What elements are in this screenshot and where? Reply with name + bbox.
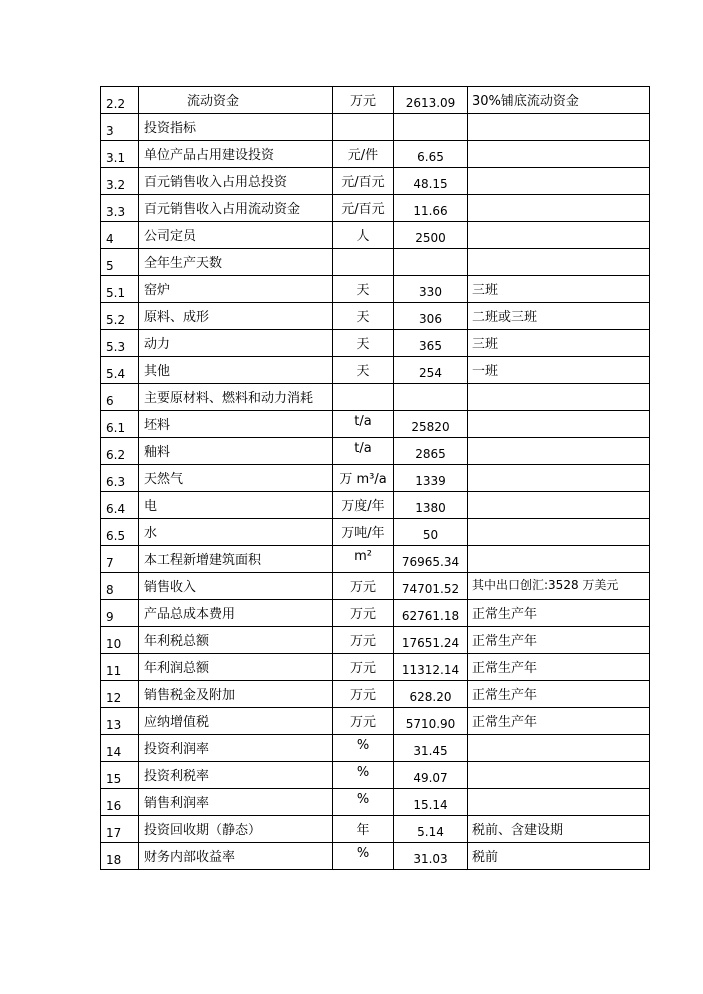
table-row: [101, 357, 650, 384]
table-row: [101, 681, 650, 708]
row-number-cell: 15: [101, 762, 139, 789]
unit-cell: 万元: [333, 627, 394, 654]
unit-cell: t/a: [333, 438, 394, 465]
value-cell: 62761.18: [394, 600, 468, 627]
table-row: [101, 735, 650, 762]
unit-cell: [333, 249, 394, 276]
item-name-cell: 销售收入: [139, 573, 333, 600]
unit-cell: 元/百元: [333, 168, 394, 195]
unit-cell: 年: [333, 816, 394, 843]
unit-cell: 万元: [333, 87, 394, 114]
row-number-cell: 3.3: [101, 195, 139, 222]
unit-cell: %: [333, 735, 394, 762]
note-cell: 税前: [468, 843, 650, 870]
note-cell: [468, 114, 650, 141]
value-cell: 31.03: [394, 843, 468, 870]
row-number-cell: 6: [101, 384, 139, 411]
note-cell: 正常生产年: [468, 654, 650, 681]
value-cell: 330: [394, 276, 468, 303]
row-number-cell: 6.3: [101, 465, 139, 492]
note-cell: [468, 492, 650, 519]
value-cell: 48.15: [394, 168, 468, 195]
note-cell: [468, 735, 650, 762]
value-cell: [394, 384, 468, 411]
unit-cell: 天: [333, 357, 394, 384]
item-name-cell: 水: [139, 519, 333, 546]
value-cell: 2500: [394, 222, 468, 249]
unit-cell: m²: [333, 546, 394, 573]
row-number-cell: 6.1: [101, 411, 139, 438]
table-row: [101, 222, 650, 249]
unit-cell: 万元: [333, 654, 394, 681]
item-name-cell: 动力: [139, 330, 333, 357]
unit-cell: 万元: [333, 573, 394, 600]
item-name-cell: 坯料: [139, 411, 333, 438]
item-name-cell: 窑炉: [139, 276, 333, 303]
item-name-cell: 产品总成本费用: [139, 600, 333, 627]
item-name-cell: 年利润总额: [139, 654, 333, 681]
row-number-cell: 6.5: [101, 519, 139, 546]
row-number-cell: 16: [101, 789, 139, 816]
table-row: [101, 114, 650, 141]
note-cell: [468, 222, 650, 249]
table-row: [101, 303, 650, 330]
note-cell: 二班或三班: [468, 303, 650, 330]
row-number-cell: 9: [101, 600, 139, 627]
value-cell: 306: [394, 303, 468, 330]
row-number-cell: 3.2: [101, 168, 139, 195]
note-cell: 正常生产年: [468, 600, 650, 627]
item-name-cell: 投资指标: [139, 114, 333, 141]
item-name-cell: 单位产品占用建设投资: [139, 141, 333, 168]
unit-cell: 万元: [333, 600, 394, 627]
value-cell: 1380: [394, 492, 468, 519]
unit-cell: 元/百元: [333, 195, 394, 222]
row-number-cell: 4: [101, 222, 139, 249]
note-cell: [468, 789, 650, 816]
value-cell: 11.66: [394, 195, 468, 222]
value-cell: 76965.34: [394, 546, 468, 573]
value-cell: [394, 249, 468, 276]
table-row: [101, 654, 650, 681]
value-cell: 15.14: [394, 789, 468, 816]
value-cell: 50: [394, 519, 468, 546]
row-number-cell: 18: [101, 843, 139, 870]
note-cell: 一班: [468, 357, 650, 384]
item-name-cell: 财务内部收益率: [139, 843, 333, 870]
unit-cell: 天: [333, 276, 394, 303]
table-row: [101, 816, 650, 843]
note-cell: [468, 411, 650, 438]
row-number-cell: 17: [101, 816, 139, 843]
indicator-table: [100, 86, 650, 870]
value-cell: 1339: [394, 465, 468, 492]
value-cell: [394, 114, 468, 141]
table-row: [101, 168, 650, 195]
note-cell: 正常生产年: [468, 627, 650, 654]
unit-cell: 元/件: [333, 141, 394, 168]
note-cell: [468, 384, 650, 411]
item-name-cell: 年利税总额: [139, 627, 333, 654]
table-row: [101, 276, 650, 303]
table-row: [101, 87, 650, 114]
note-cell: [468, 546, 650, 573]
unit-cell: 万 m³/a: [333, 465, 394, 492]
note-cell: [468, 141, 650, 168]
row-number-cell: 5.1: [101, 276, 139, 303]
note-cell: 三班: [468, 330, 650, 357]
row-number-cell: 5: [101, 249, 139, 276]
note-cell: 三班: [468, 276, 650, 303]
item-name-cell: 百元销售收入占用总投资: [139, 168, 333, 195]
item-name-cell: 投资利润率: [139, 735, 333, 762]
row-number-cell: 2.2: [101, 87, 139, 114]
note-cell: [468, 438, 650, 465]
item-name-cell: 百元销售收入占用流动资金: [139, 195, 333, 222]
value-cell: 11312.14: [394, 654, 468, 681]
table-row: [101, 330, 650, 357]
row-number-cell: 6.2: [101, 438, 139, 465]
value-cell: 25820: [394, 411, 468, 438]
note-cell: 正常生产年: [468, 681, 650, 708]
row-number-cell: 11: [101, 654, 139, 681]
table-row: [101, 843, 650, 870]
row-number-cell: 5.2: [101, 303, 139, 330]
unit-cell: [333, 114, 394, 141]
table-row: [101, 573, 650, 600]
unit-cell: 天: [333, 330, 394, 357]
unit-cell: [333, 384, 394, 411]
table-row: [101, 195, 650, 222]
note-cell: [468, 519, 650, 546]
value-cell: 74701.52: [394, 573, 468, 600]
row-number-cell: 3: [101, 114, 139, 141]
table-row: [101, 438, 650, 465]
item-name-cell: 应纳增值税: [139, 708, 333, 735]
item-name-cell: 电: [139, 492, 333, 519]
unit-cell: 万元: [333, 681, 394, 708]
unit-cell: t/a: [333, 411, 394, 438]
unit-cell: %: [333, 762, 394, 789]
table-row: [101, 627, 650, 654]
item-name-cell: 釉料: [139, 438, 333, 465]
note-cell: [468, 762, 650, 789]
unit-cell: %: [333, 843, 394, 870]
unit-cell: %: [333, 789, 394, 816]
table-row: [101, 762, 650, 789]
table-row: [101, 546, 650, 573]
row-number-cell: 6.4: [101, 492, 139, 519]
value-cell: 628.20: [394, 681, 468, 708]
table-row: [101, 384, 650, 411]
unit-cell: 万吨/年: [333, 519, 394, 546]
value-cell: 49.07: [394, 762, 468, 789]
unit-cell: 人: [333, 222, 394, 249]
value-cell: 365: [394, 330, 468, 357]
value-cell: 17651.24: [394, 627, 468, 654]
item-name-cell: 天然气: [139, 465, 333, 492]
unit-cell: 万元: [333, 708, 394, 735]
table-row: [101, 411, 650, 438]
row-number-cell: 7: [101, 546, 139, 573]
table-row: [101, 789, 650, 816]
table-row: [101, 519, 650, 546]
value-cell: 6.65: [394, 141, 468, 168]
row-number-cell: 5.4: [101, 357, 139, 384]
row-number-cell: 10: [101, 627, 139, 654]
table-row: [101, 600, 650, 627]
note-cell: [468, 168, 650, 195]
value-cell: 5710.90: [394, 708, 468, 735]
row-number-cell: 13: [101, 708, 139, 735]
unit-cell: 天: [333, 303, 394, 330]
note-cell: 税前、含建设期: [468, 816, 650, 843]
table-row: [101, 492, 650, 519]
value-cell: 2865: [394, 438, 468, 465]
unit-cell: 万度/年: [333, 492, 394, 519]
item-name-cell: 销售利润率: [139, 789, 333, 816]
row-number-cell: 3.1: [101, 141, 139, 168]
row-number-cell: 14: [101, 735, 139, 762]
item-name-cell: 销售税金及附加: [139, 681, 333, 708]
row-number-cell: 5.3: [101, 330, 139, 357]
item-name-cell: 本工程新增建筑面积: [139, 546, 333, 573]
item-name-cell: 流动资金: [139, 87, 333, 114]
note-cell: 正常生产年: [468, 708, 650, 735]
note-cell: [468, 465, 650, 492]
value-cell: 5.14: [394, 816, 468, 843]
row-number-cell: 8: [101, 573, 139, 600]
table-row: [101, 465, 650, 492]
item-name-cell: 其他: [139, 357, 333, 384]
table-row: [101, 249, 650, 276]
note-cell: 30%铺底流动资金: [468, 87, 650, 114]
item-name-cell: 投资回收期（静态）: [139, 816, 333, 843]
item-name-cell: 主要原材料、燃料和动力消耗: [139, 384, 333, 411]
indicator-table-body: [101, 87, 650, 870]
item-name-cell: 公司定员: [139, 222, 333, 249]
note-cell: [468, 249, 650, 276]
value-cell: 254: [394, 357, 468, 384]
item-name-cell: 原料、成形: [139, 303, 333, 330]
row-number-cell: 12: [101, 681, 139, 708]
value-cell: 31.45: [394, 735, 468, 762]
item-name-cell: 全年生产天数: [139, 249, 333, 276]
value-cell: 2613.09: [394, 87, 468, 114]
note-cell: [468, 195, 650, 222]
table-row: [101, 141, 650, 168]
note-cell: 其中出口创汇:3528 万美元: [468, 573, 650, 600]
indicator-table-container: [100, 86, 649, 870]
item-name-cell: 投资利税率: [139, 762, 333, 789]
table-row: [101, 708, 650, 735]
